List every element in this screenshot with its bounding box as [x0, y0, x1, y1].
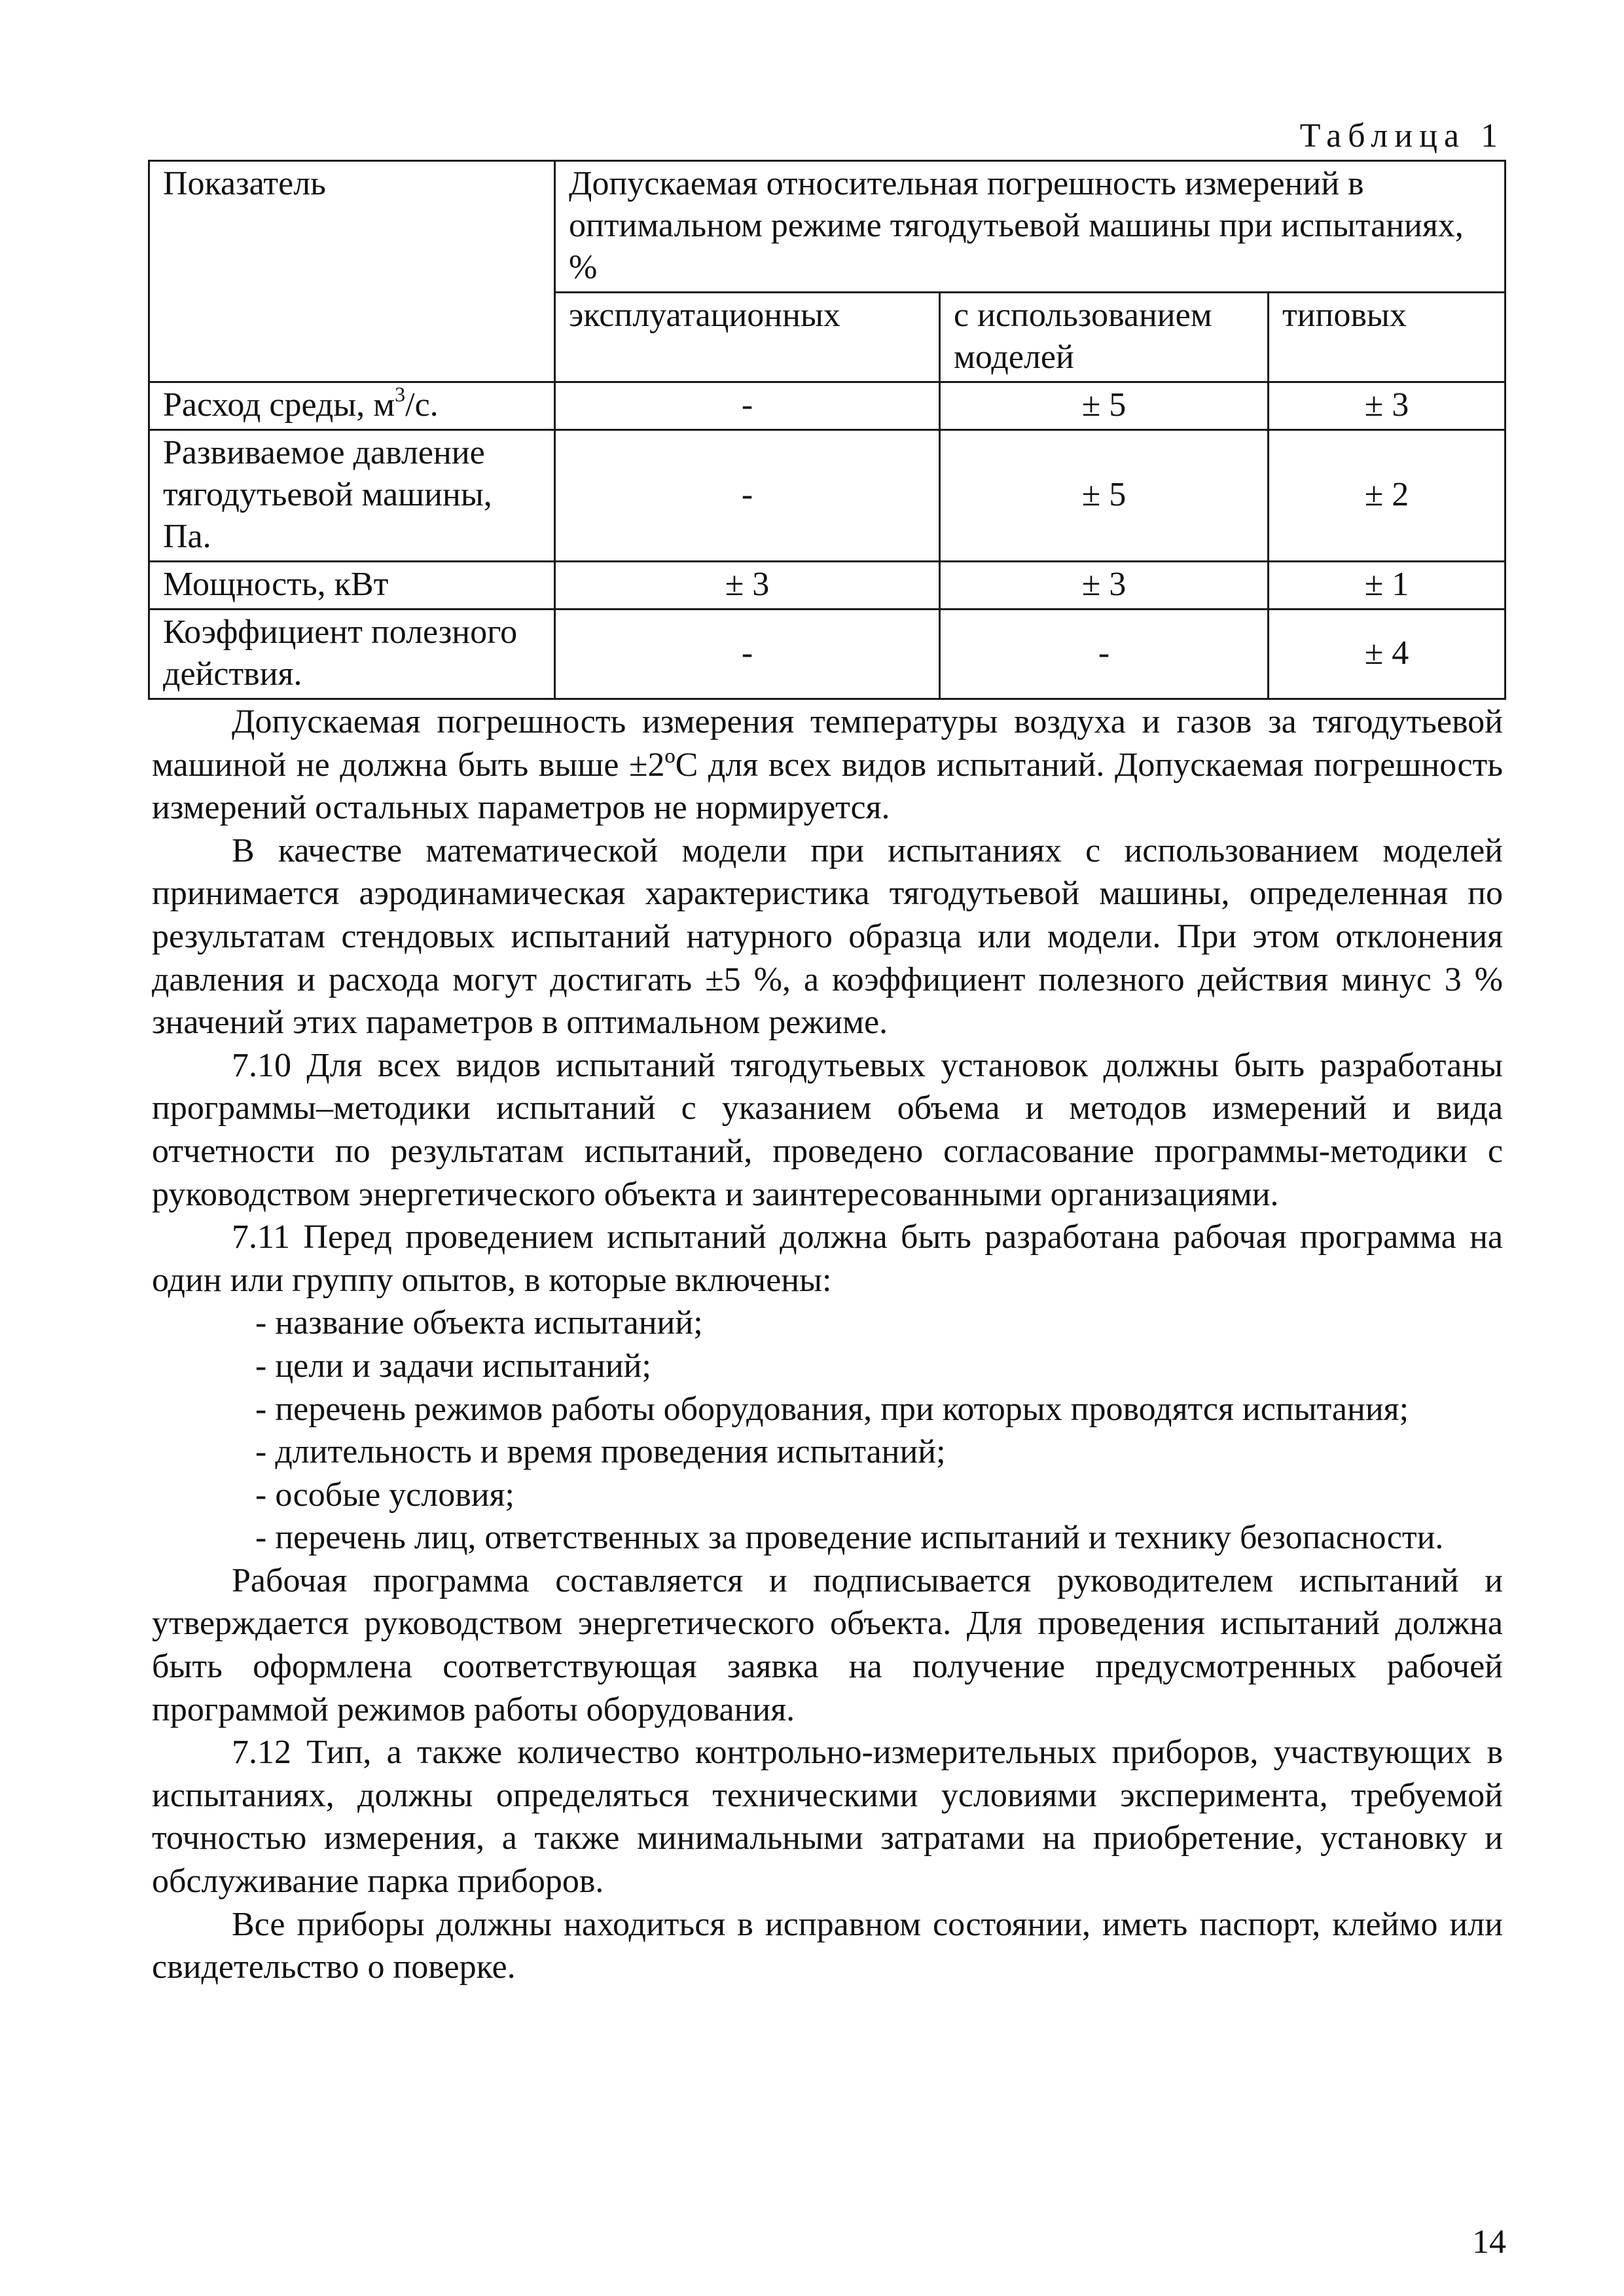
list-item: - название объекта испытаний;	[255, 1304, 703, 1342]
row-value: ± 3	[1269, 382, 1506, 430]
row-value: ± 1	[1269, 562, 1506, 610]
row-value: -	[555, 610, 940, 699]
row-value: ± 5	[940, 430, 1269, 562]
row-value: -	[555, 382, 940, 430]
table-caption: Таблица 1	[1299, 117, 1504, 155]
list-item: - длительность и время проведения испытаний;	[255, 1433, 946, 1471]
row-value: -	[940, 610, 1269, 699]
paragraph-7-12: 7.12 Тип, а также количество контрольно-измерительных приборов, участвующих в испытаниях, должны определяться техническими условиями эксперимента, требуемой точностью измерения, а также минимальными затратами на приобретение, установку и обслуживание парка приборов.	[152, 1734, 1503, 1901]
list-item: - перечень режимов работы оборудования, при которых проводятся испытания;	[255, 1390, 1409, 1428]
row-value: ± 2	[1269, 430, 1506, 562]
row-label: Мощность, кВт	[149, 562, 555, 610]
body-text	[152, 701, 1503, 1989]
list-item: - особые условия;	[255, 1476, 514, 1514]
header-indicator: Показатель	[149, 161, 555, 382]
paragraph-7-10: 7.10 Для всех видов испытаний тягодутьевых установок должны быть разработаны программы–методики испытаний с указанием объема и методов измерений и вида отчетности по результатам испытаний, проведено согласование программы-методики с руководством энергетического объекта и заинтересованными организациями.	[152, 1046, 1503, 1213]
table-row	[149, 562, 1506, 610]
paragraph-work-program: Рабочая программа составляется и подписывается руководителем испытаний и утверждается руководством энергетического объекта. Для проведения испытаний должна быть оформлена соответствующая заявка на получение предусмотренных рабочей программой режимов работы оборудования.	[152, 1561, 1503, 1728]
header-group: Допускаемая относительная погрешность измерений в оптимальном режиме тягодутьевой машины при испытаниях, %	[555, 161, 1506, 293]
row-value: -	[555, 430, 940, 562]
header-operational: эксплуатационных	[555, 293, 940, 382]
table-row	[149, 430, 1506, 562]
header-typical: типовых	[1269, 293, 1506, 382]
header-model-based: с использованием моделей	[940, 293, 1269, 382]
table-header-row	[149, 161, 1506, 293]
list-item: - перечень лиц, ответственных за проведение испытаний и технику безопасности.	[255, 1519, 1444, 1557]
row-label: Расход среды, $м^3/с$.	[149, 382, 555, 430]
row-label: Развиваемое давление тягодутьевой машины, Па.	[149, 430, 555, 562]
row-value: ± 4	[1269, 610, 1506, 699]
page-number: 14	[1472, 2223, 1506, 2261]
table-row	[149, 610, 1506, 699]
row-value: ± 5	[940, 382, 1269, 430]
list-item: - цели и задачи испытаний;	[255, 1347, 651, 1385]
row-value: ± 3	[555, 562, 940, 610]
accuracy-table	[148, 160, 1506, 700]
paragraph-temperature-accuracy: Допускаемая погрешность измерения температуры воздуха и газов за тягодутьевой машиной не должна быть выше ±2ºС для всех видов испытаний. Допускаемая погрешность измерений остальных параметров не нормируется.	[152, 703, 1503, 827]
table-row	[149, 382, 1506, 430]
row-label: Коэффициент полезного действия.	[149, 610, 555, 699]
paragraph-7-11: 7.11 Перед проведением испытаний должна быть разработана рабочая программа на один или группу опытов, в которые включены:	[152, 1218, 1503, 1299]
paragraph-instruments: Все приборы должны находиться в исправном состоянии, иметь паспорт, клеймо или свидетельство о поверке.	[152, 1905, 1503, 1986]
paragraph-math-model: В качестве математической модели при испытаниях с использованием моделей принимается аэродинамическая характеристика тягодутьевой машины, определенная по результатам стендовых испытаний натурного образца или модели. При этом отклонения давления и расхода могут достигать ±5 %, а коэффициент полезного действия минус 3 % значений этих параметров в оптимальном режиме.	[152, 831, 1503, 1042]
row-value: ± 3	[940, 562, 1269, 610]
